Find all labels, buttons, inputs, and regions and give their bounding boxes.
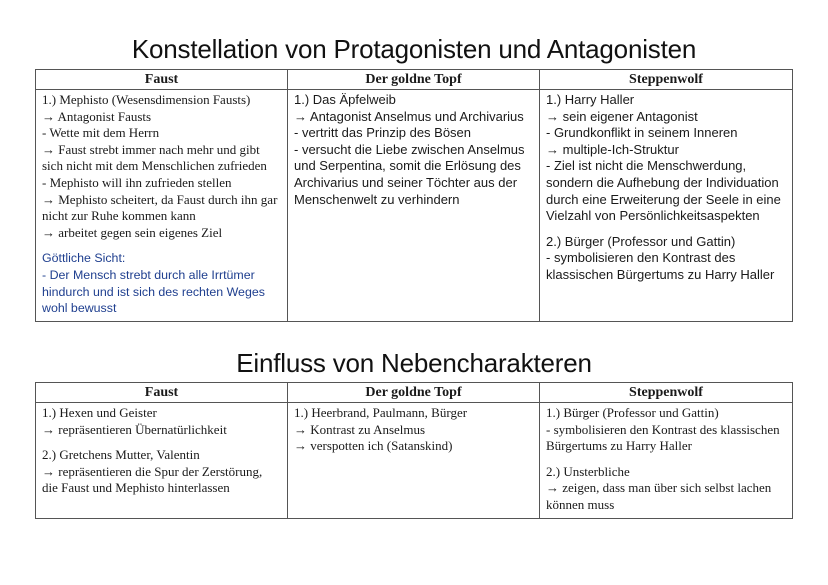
text-line: → verspotten ich (Satanskind) [294, 438, 453, 454]
text-line: 2.) Unsterbliche [546, 463, 630, 479]
text-line: - Ziel ist nicht die Menschwerdung, sondern die Aufhebung der Individuation durch eine Erweiterung der Seele in eine Vielzahl von Persönlichkeitsaspekten [546, 158, 785, 224]
text-line: 1.) Hexen und Geister [42, 405, 157, 420]
text-line: → Kontrast zu Anselmus [294, 421, 426, 437]
spacer [42, 241, 281, 250]
section-title-constellation: Konstellation von Protagonisten und Antagonisten [131, 34, 697, 64]
divine-view-heading: Göttliche Sicht: [42, 251, 126, 266]
text-line: - symbolisieren den Kontrast des klassischen Bürgertums zu Harry Haller [546, 250, 775, 282]
text-line: 1.) Harry Haller [546, 92, 635, 107]
spacer [42, 438, 281, 447]
table-header-row [36, 383, 793, 403]
cell-faust [36, 403, 288, 519]
text-line: → Antagonist Fausts [42, 108, 152, 124]
text-line: → Antagonist Anselmus und Archivarius [294, 108, 524, 124]
cell-goldne-topf [288, 403, 540, 519]
influence-table [35, 382, 793, 519]
text-line: → multiple-Ich-Struktur [546, 141, 679, 157]
text-line: → Faust strebt immer nach mehr und gibt sich nicht mit dem Menschlichen zufrieden [42, 141, 267, 174]
section-title-influence: Einfluss von Nebencharakteren [236, 348, 592, 378]
text-line: → sein eigener Antagonist [546, 108, 698, 124]
header-steppenwolf: Steppenwolf [540, 70, 793, 90]
cell-steppenwolf [540, 90, 793, 322]
text-line: → repräsentieren Übernatürlichkeit [42, 421, 227, 437]
header-faust: Faust [36, 70, 288, 90]
text-line: → arbeitet gegen sein eigenes Ziel [42, 224, 223, 240]
text-line: 1.) Heerbrand, Paulmann, Bürger [294, 405, 468, 420]
header-faust: Faust [36, 383, 288, 403]
cell-steppenwolf [540, 403, 793, 519]
text-line: - Grundkonflikt in seinem Inneren [546, 125, 738, 141]
table-row [36, 403, 793, 519]
text-line: 1.) Mephisto (Wesensdimension Fausts) [42, 92, 251, 107]
divine-view-text: - Der Mensch strebt durch alle Irrtümer hindurch und ist sich des rechten Weges wohl bewusst [42, 267, 269, 316]
text-line: 1.) Bürger (Professor und Gattin) [546, 405, 719, 420]
spacer [546, 455, 786, 464]
text-line: → Mephisto scheitert, da Faust durch ihn gar nicht zur Ruhe kommen kann [42, 191, 281, 224]
text-line: 2.) Bürger (Professor und Gattin) [546, 233, 736, 249]
spacer [546, 225, 786, 234]
text-line: → repräsentieren die Spur der Zerstörung, die Faust und Mephisto hinterlassen [42, 463, 266, 496]
text-line: - Mephisto will ihn zufrieden stellen [42, 174, 232, 190]
text-line: → zeigen, dass man über sich selbst lachen können muss [546, 480, 775, 512]
text-line: - Wette mit dem Herrn [42, 125, 160, 141]
header-goldne-topf: Der goldne Topf [288, 383, 540, 403]
header-goldne-topf: Der goldne Topf [288, 70, 540, 90]
table-header-row [36, 70, 793, 90]
header-steppenwolf: Steppenwolf [540, 383, 793, 403]
text-line: 2.) Gretchens Mutter, Valentin [42, 447, 200, 463]
cell-goldne-topf [288, 90, 540, 322]
text-line: - symbolisieren den Kontrast des klassischen Bürgertums zu Harry Haller [546, 421, 783, 454]
cell-faust [36, 90, 288, 322]
table-row [36, 90, 793, 322]
text-line: 1.) Das Äpfelweib [294, 92, 396, 107]
text-line: - vertritt das Prinzip des Bösen [294, 125, 472, 141]
constellation-table [35, 69, 793, 322]
text-line: - versucht die Liebe zwischen Anselmus und Serpentina, somit die Erlösung des Archivarius und seiner Töchter aus der Menschenwelt zu verhindern [294, 141, 529, 207]
